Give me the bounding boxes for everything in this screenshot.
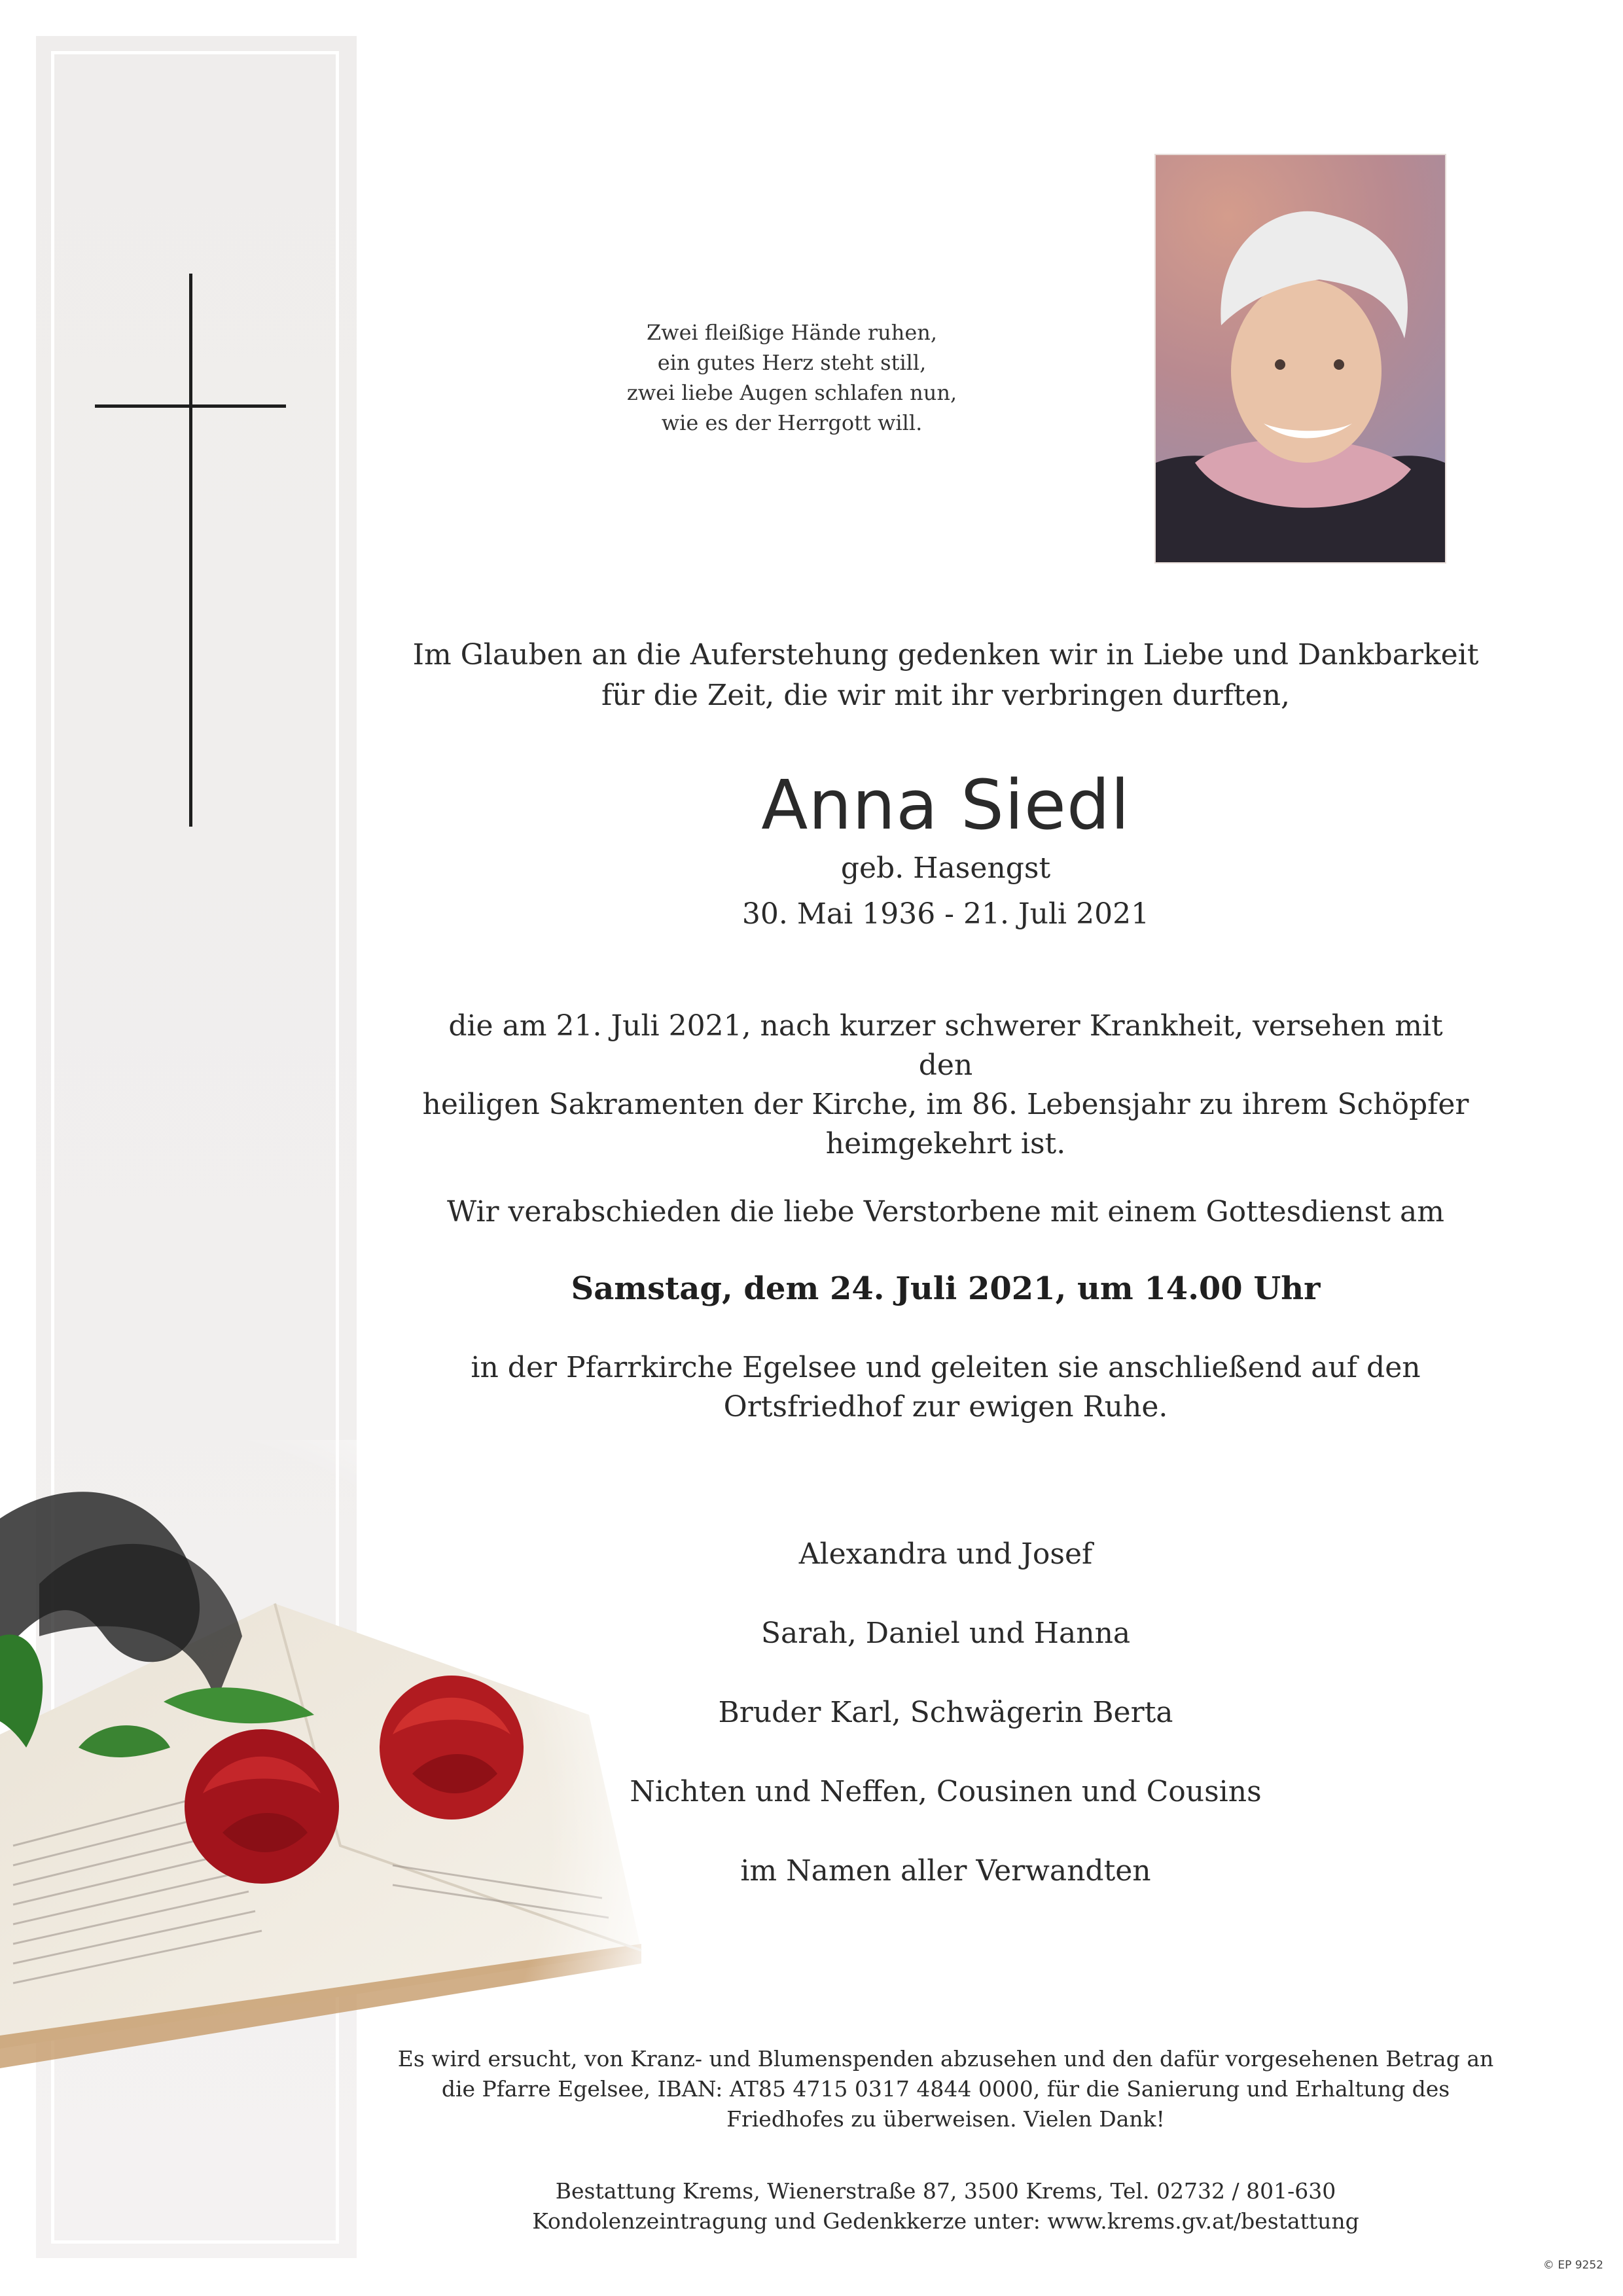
donation-line: Friedhofes zu überweisen. Vielen Dank! [726,2106,1165,2132]
life-dates: 30. Mai 1936 - 21. Juli 2021 [741,897,1150,931]
poem-line: ein gutes Herz steht still, [657,350,927,375]
undertaker-line: Kondolenzeintragung und Gedenkkerze unter: www.krems.gv.at/bestattung [532,2208,1359,2234]
maiden-name: geb. Hasengst [840,852,1051,885]
print-code: © EP 9252 [1543,2259,1603,2272]
poem [576,317,1008,438]
location-line: Ortsfriedhof zur ewigen Ruhe. [723,1390,1168,1424]
death-text [419,1007,1472,1164]
mourner-item: Sarah, Daniel und Hanna [760,1617,1131,1650]
location-line: in der Pfarrkirche Egelsee und geleiten sie anschließend auf den [471,1351,1421,1384]
mourner-item: Alexandra und Josef [798,1537,1093,1571]
death-text-line: heimgekehrt ist. [825,1127,1066,1160]
service-intro: Wir verabschieden die liebe Verstorbene mit einem Gottesdienst am [447,1195,1444,1229]
intro-text [393,635,1499,716]
donation-line: die Pfarre Egelsee, IBAN: AT85 4715 0317 4844 0000, für die Sanierung und Erhaltung des [441,2076,1450,2102]
donation-line: Es wird ersucht, von Kranz- und Blumenspenden abzusehen und den dafür vorgesehenen Betrag an [397,2046,1494,2072]
death-text-line: die am 21. Juli 2021, nach kurzer schwerer Krankheit, versehen mit den [448,1009,1443,1082]
undertaker-line: Bestattung Krems, Wienerstraße 87, 3500 Krems, Tel. 02732 / 801-630 [555,2178,1336,2204]
poem-line: wie es der Herrgott will. [661,410,923,435]
portrait-photo [1156,155,1445,562]
mourner-item: Nichten und Neffen, Cousinen und Cousins [630,1775,1262,1808]
mourner-item: Bruder Karl, Schwägerin Berta [718,1696,1173,1729]
cross-icon-vertical [189,274,192,827]
intro-line: für die Zeit, die wir mit ihr verbringen durften, [601,679,1291,712]
cross-icon-horizontal [95,404,286,408]
death-text-line: heiligen Sakramenten der Kirche, im 86. Lebensjahr zu ihrem Schöpfer [422,1088,1469,1121]
intro-line: Im Glauben an die Auferstehung gedenken wir in Liebe und Dankbarkeit [412,638,1479,672]
mourners-list [589,1535,1302,1931]
undertaker-info [458,2176,1433,2236]
poem-line: zwei liebe Augen schlafen nun, [626,380,957,405]
service-date: Samstag, dem 24. Juli 2021, um 14.00 Uhr [571,1270,1321,1307]
mourner-item: im Namen aller Verwandten [740,1854,1151,1888]
deceased-name: Anna Siedl [761,765,1130,845]
donation-note [393,2044,1499,2134]
service-location [419,1348,1472,1427]
poem-line: Zwei fleißige Hände ruhen, [646,320,938,345]
